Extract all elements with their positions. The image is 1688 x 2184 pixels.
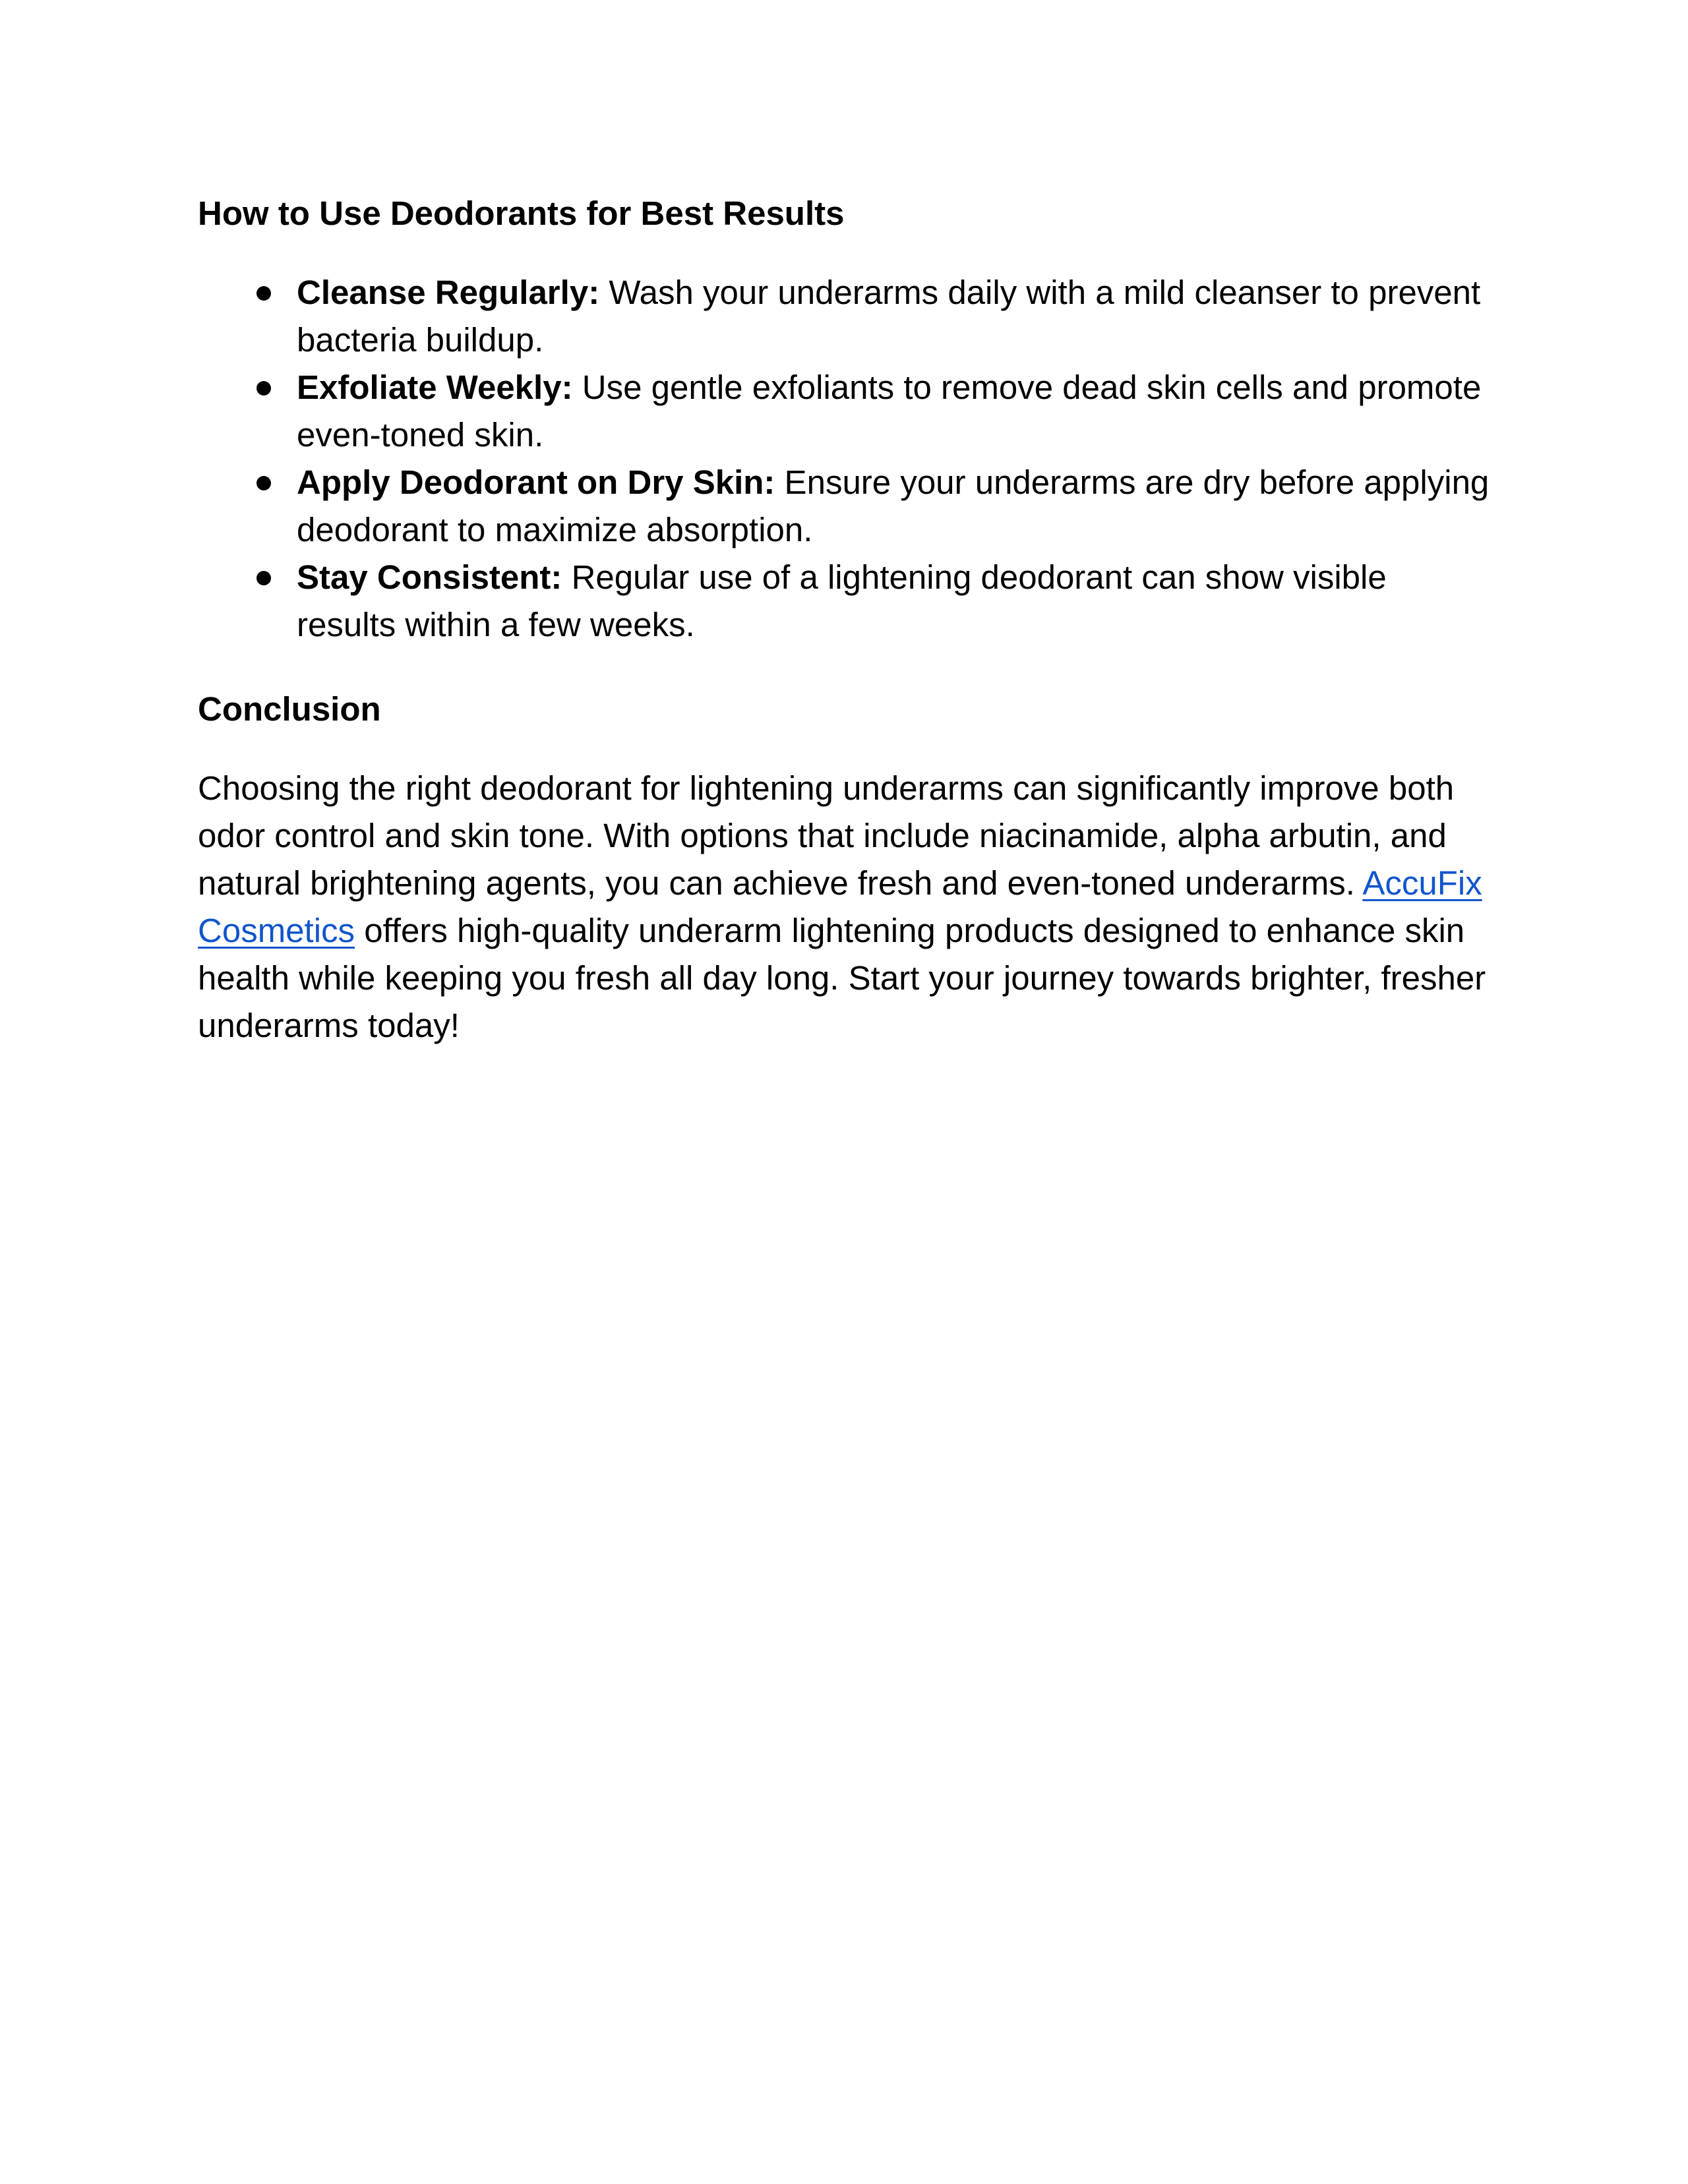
section-heading-usage: How to Use Deodorants for Best Results	[198, 194, 845, 232]
document-page	[198, 190, 1490, 1049]
list-item	[198, 554, 1490, 649]
section-heading-conclusion: Conclusion	[198, 690, 381, 728]
list-item-text: Wash your underarms daily with a mild cleanser to prevent bacteria buildup.	[297, 274, 1481, 359]
bullet-icon	[251, 554, 277, 601]
list-item-title: Exfoliate Weekly:	[297, 369, 573, 406]
conclusion-text-end: offers high-quality underarm lightening products designed to enhance skin health while keeping you fresh all day long. Start your journey towards brighter, fresher underarms today!	[198, 912, 1486, 1044]
list-item-title: Apply Deodorant on Dry Skin:	[297, 463, 775, 501]
accufix-cosmetics-link[interactable]: AccuFix Cosmetics	[198, 864, 1482, 949]
list-item-text: Use gentle exfoliants to remove dead skin cells and promote even-toned skin.	[297, 369, 1482, 454]
list-item	[198, 364, 1490, 459]
bullet-icon	[251, 364, 277, 411]
list-item-text: Ensure your underarms are dry before applying deodorant to maximize absorption.	[297, 463, 1490, 548]
list-item-title: Cleanse Regularly:	[297, 274, 600, 311]
conclusion-text-start: Choosing the right deodorant for lightening underarms can significantly improve both odor control and skin tone. With options that include niacinamide, alpha arbutin, and natural brightening agents, you can achieve fresh and even-toned underarms.	[198, 769, 1455, 902]
list-item	[198, 459, 1490, 554]
bullet-icon	[251, 459, 277, 506]
bullet-icon	[251, 269, 277, 316]
conclusion-paragraph	[198, 765, 1490, 1049]
list-item-title: Stay Consistent:	[297, 558, 562, 596]
list-item	[198, 269, 1490, 364]
list-item-text: Regular use of a lightening deodorant can show visible results within a few weeks.	[297, 558, 1387, 643]
tips-list	[198, 269, 1490, 649]
